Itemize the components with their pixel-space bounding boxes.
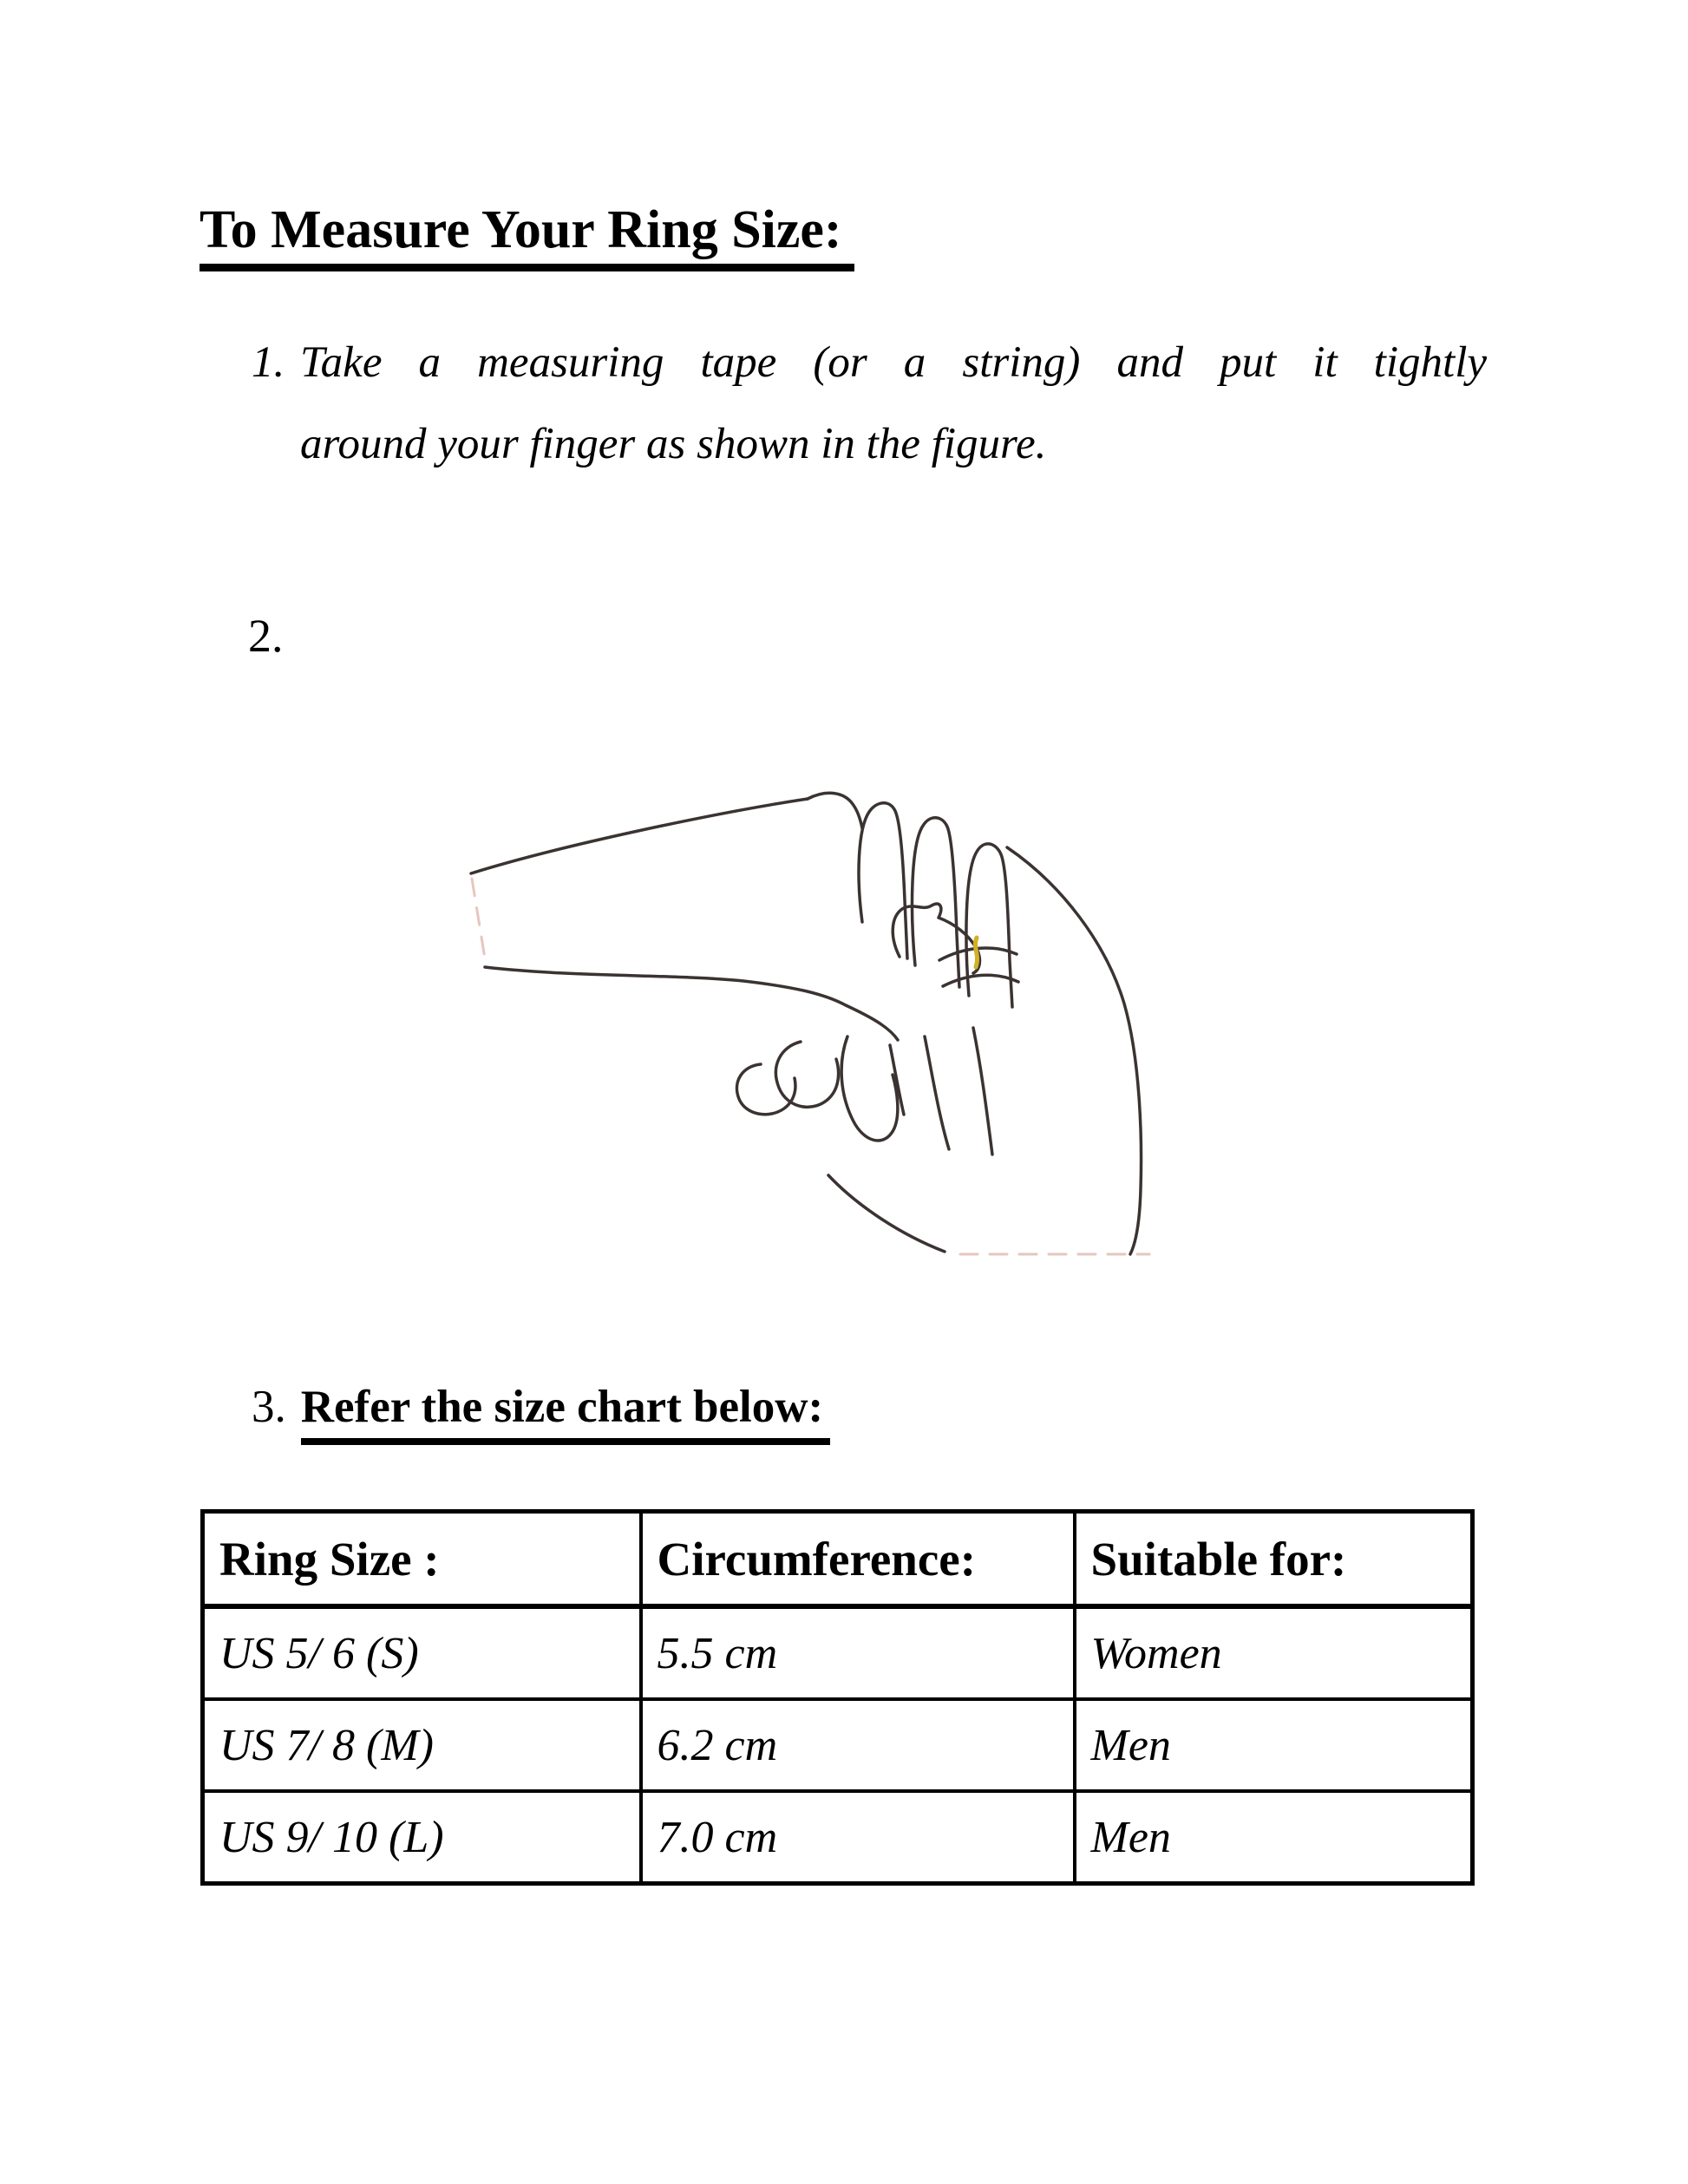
cell-suitable-for: Women (1075, 1606, 1473, 1699)
cell-suitable-for: Men (1075, 1699, 1473, 1791)
cell-circumference: 6.2 cm (641, 1699, 1075, 1791)
table-row (203, 1606, 1473, 1699)
cell-circumference: 5.5 cm (641, 1606, 1075, 1699)
step-1-text (300, 323, 1487, 486)
step-3-number: 3. (252, 1382, 286, 1432)
page-title: To Measure Your Ring Size: (200, 203, 854, 271)
ring-size-chart-table (200, 1509, 1475, 1886)
cell-ring-size: US 7/ 8 (M) (203, 1699, 641, 1791)
dashed-guide-lines (472, 879, 1149, 1254)
hands-measuring-ring-finger-illustration (455, 775, 1167, 1271)
step-3-label: Refer the size chart below: (301, 1381, 830, 1445)
cell-ring-size: US 5/ 6 (S) (203, 1606, 641, 1699)
cell-suitable-for: Men (1075, 1791, 1473, 1884)
header-circumference: Circumference: (641, 1512, 1075, 1607)
table-header-row (203, 1512, 1473, 1607)
step-1 (252, 323, 1487, 486)
step-1-line-2: around your finger as shown in the figure. (300, 419, 1047, 468)
string-highlight-mark (975, 938, 977, 967)
step-1-line-1: Take a measuring tape (or a string) and put it tightly (300, 338, 1487, 387)
table-row (203, 1699, 1473, 1791)
cell-ring-size: US 9/ 10 (L) (203, 1791, 641, 1884)
cell-circumference: 7.0 cm (641, 1791, 1075, 1884)
table-row (203, 1791, 1473, 1884)
header-ring-size: Ring Size : (203, 1512, 641, 1607)
step-2-number: 2. (248, 610, 284, 662)
step-1-number: 1. (252, 338, 285, 387)
hand-line-art (471, 793, 1142, 1254)
step-3 (252, 1381, 830, 1445)
header-suitable-for: Suitable for: (1075, 1512, 1473, 1607)
